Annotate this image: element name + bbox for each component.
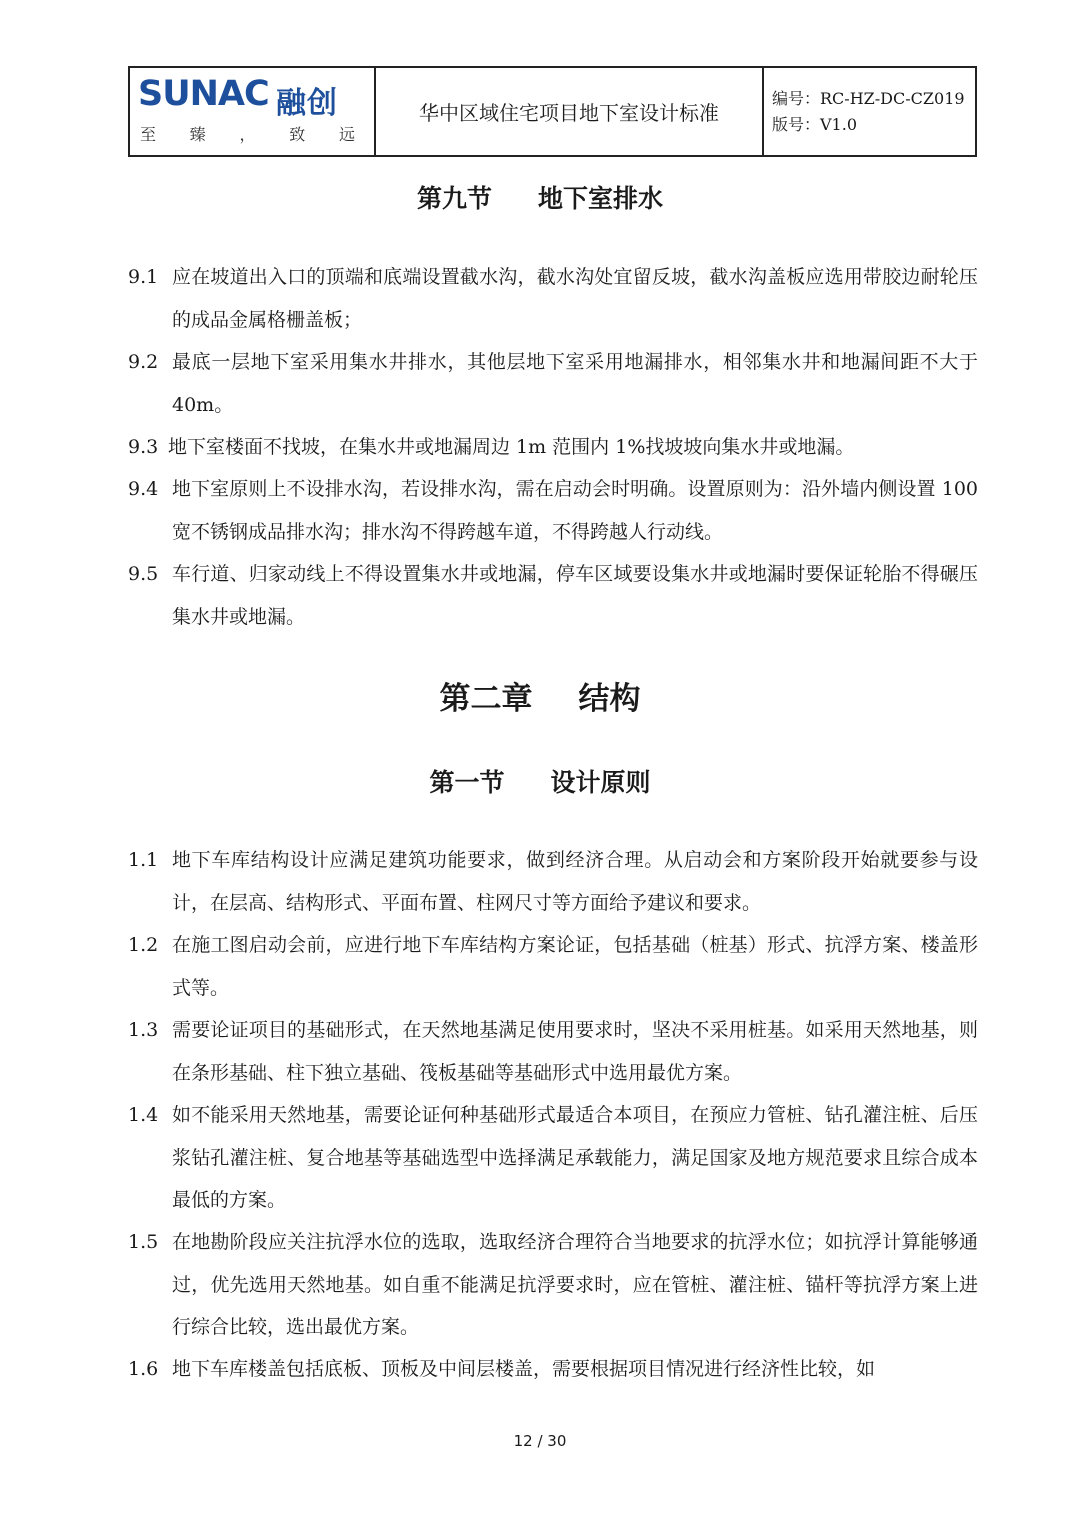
slogan-char: ， xyxy=(239,125,256,144)
clause-1-6 xyxy=(128,1348,978,1391)
clause-9-2 xyxy=(128,341,978,426)
logo-slogan xyxy=(140,122,355,145)
clause-text: 在施工图启动会前，应进行地下车库结构方案论证，包括基础（桩基）形式、抗浮方案、楼盖形式等。 xyxy=(172,934,978,999)
section-number: 第一节 xyxy=(429,768,505,797)
clause-text: 在地勘阶段应关注抗浮水位的选取，选取经济合理符合当地要求的抗浮水位；如抗浮计算能够通过，优先选用天然地基。如自重不能满足抗浮要求时，应在管桩、灌注桩、锚杆等抗浮方案上进行综合比较，选出最优方案。 xyxy=(172,1231,978,1338)
section-title: 设计原则 xyxy=(550,768,651,797)
clause-number: 9.5 xyxy=(128,563,159,585)
clause-text: 地下车库楼盖包括底板、顶板及中间层楼盖，需要根据项目情况进行经济性比较，如 xyxy=(172,1358,876,1380)
clause-number: 9.2 xyxy=(128,351,159,373)
document-code: 编号：RC-HZ-DC-CZ019 xyxy=(772,88,965,108)
clause-9-5 xyxy=(128,553,978,638)
slogan-char: 臻 xyxy=(189,125,206,144)
logo-wordmark: SUNAC xyxy=(138,74,269,114)
slogan-char: 至 xyxy=(140,125,157,144)
clause-9-1 xyxy=(128,256,978,341)
logo-chinese-name: 融创 xyxy=(276,86,338,121)
slogan-char: 远 xyxy=(338,125,355,144)
clause-number: 9.4 xyxy=(128,478,159,500)
clause-number: 1.6 xyxy=(128,1358,159,1380)
clause-number: 9.3 xyxy=(128,436,159,458)
clause-number: 1.2 xyxy=(128,934,159,956)
section-heading-9 xyxy=(0,179,1080,215)
document-version: 版号：V1.0 xyxy=(772,114,858,134)
clause-1-1 xyxy=(128,839,978,924)
clause-text: 地下车库结构设计应满足建筑功能要求，做到经济合理。从启动会和方案阶段开始就要参与设计，在层高、结构形式、平面布置、柱网尺寸等方面给予建议和要求。 xyxy=(172,849,978,914)
clause-text: 需要论证项目的基础形式，在天然地基满足使用要求时，坚决不采用桩基。如采用天然地基，则在条形基础、柱下独立基础、筏板基础等基础形式中选用最优方案。 xyxy=(172,1019,978,1084)
section-number: 第九节 xyxy=(416,184,492,213)
clause-1-3 xyxy=(128,1009,978,1094)
clause-text: 地下室楼面不找坡，在集水井或地漏周边 1m 范围内 1%找坡坡向集水井或地漏。 xyxy=(168,436,855,458)
clause-text: 最底一层地下室采用集水井排水，其他层地下室采用地漏排水，相邻集水井和地漏间距不大于 40m。 xyxy=(172,351,978,416)
document-header xyxy=(128,66,977,157)
chapter-heading xyxy=(0,673,1080,718)
clause-number: 1.1 xyxy=(128,849,159,871)
slogan-char: 致 xyxy=(289,125,306,144)
chapter-number: 第二章 xyxy=(439,681,533,717)
document-title: 华中区域住宅项目地下室设计标准 xyxy=(376,68,764,155)
clause-number: 1.5 xyxy=(128,1231,159,1253)
clause-number: 1.3 xyxy=(128,1019,159,1041)
company-logo xyxy=(130,68,376,155)
section-title: 地下室排水 xyxy=(538,184,664,213)
chapter-title: 结构 xyxy=(578,681,641,717)
clause-1-4 xyxy=(128,1094,978,1222)
clause-9-4 xyxy=(128,468,978,553)
clause-text: 如不能采用天然地基，需要论证何种基础形式最适合本项目，在预应力管桩、钻孔灌注桩、后压浆钻孔灌注桩、复合地基等基础选型中选择满足承载能力，满足国家及地方规范要求且综合成本最低的方案。 xyxy=(172,1104,978,1211)
clause-text: 地下室原则上不设排水沟，若设排水沟，需在启动会时明确。设置原则为：沿外墙内侧设置 100 宽不锈钢成品排水沟；排水沟不得跨越车道，不得跨越人行动线。 xyxy=(172,478,978,543)
clause-number: 9.1 xyxy=(128,266,159,288)
clause-9-3 xyxy=(128,426,978,469)
clause-1-2 xyxy=(128,924,978,1009)
clause-number: 1.4 xyxy=(128,1104,159,1126)
clause-text: 车行道、归家动线上不得设置集水井或地漏，停车区域要设集水井或地漏时要保证轮胎不得碾压集水井或地漏。 xyxy=(172,563,978,628)
clause-text: 应在坡道出入口的顶端和底端设置截水沟，截水沟处宜留反坡，截水沟盖板应选用带胶边耐轮压的成品金属格栅盖板； xyxy=(172,266,978,331)
section-heading-1 xyxy=(0,763,1080,799)
page-number: 12 / 30 xyxy=(513,1432,567,1450)
document-code-block xyxy=(764,68,975,155)
clause-1-5 xyxy=(128,1221,978,1349)
